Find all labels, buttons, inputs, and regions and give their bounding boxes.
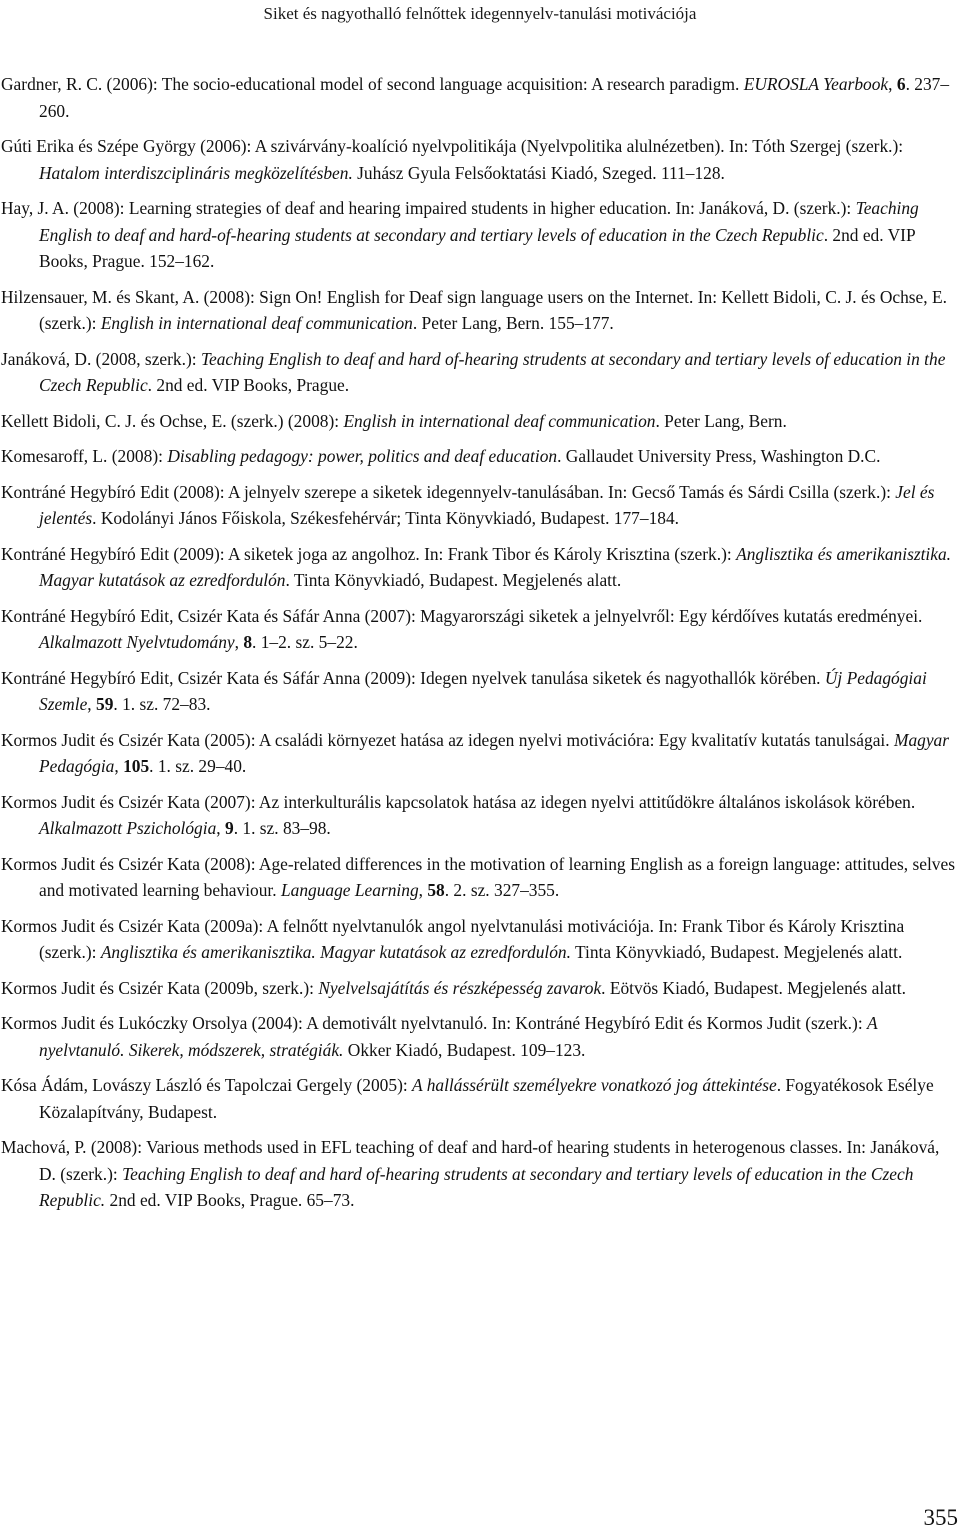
reference-text: , (216, 818, 225, 838)
reference-text: Kontráné Hegybíró Edit (2008): A jelnyelv szerepe a siketek idegennyelv-tanulásában. In: Gecső Tamás és Sárdi Csilla (szerk.): (1, 481, 896, 502)
reference-text: . 2nd ed. VIP Books, Prague. (147, 375, 350, 395)
reference-volume-bold: 6 (896, 74, 906, 94)
reference-text: , (418, 880, 428, 900)
reference-text: Hay, J. A. (2008): Learning strategies of deaf and hearing impaired students in higher education. In: Janáková, D. (szerk.): (1, 198, 856, 218)
reference-text: , (234, 632, 244, 652)
reference-text: Kellett Bidoli, C. J. és Ochse, E. (szerk.) (2008): (1, 410, 344, 431)
reference-text: Komesaroff, L. (2008): (1, 446, 168, 466)
reference-text: Hilzensauer, M. és Skant, A. (2008): Sign On! English for Deaf sign language users on the Internet. In: Kellett Bidoli, C. J. és Ochse, E. (szerk.): (1, 286, 947, 333)
reference-entry (1, 1134, 956, 1214)
reference-title-italic: Alkalmazott Pszichológia (39, 818, 217, 838)
reference-title-italic: Hatalom interdiszciplináris megközelítésben. (39, 162, 353, 183)
page-number: 355 (923, 1505, 958, 1530)
reference-volume-bold: 9 (224, 818, 234, 838)
reference-entry (1, 408, 956, 435)
reference-entry (1, 479, 956, 532)
reference-text: . Peter Lang, Bern. (655, 410, 787, 431)
reference-title-italic: English in international deaf communication (343, 410, 656, 431)
reference-text: . 237–260. (39, 74, 950, 121)
reference-volume-bold: 8 (243, 632, 253, 652)
reference-text: , (87, 694, 96, 714)
reference-title-italic: Új Pedagógiai Szemle (39, 667, 927, 714)
reference-title-italic: Jel és jelentés (39, 481, 935, 528)
reference-text: Kormos Judit és Lukóczky Orsolya (2004): A demotivált nyelvtanuló. In: Kontráné Hegybíró Edit és Kormos Judit (szerk.): (1, 1013, 867, 1033)
reference-text: Tinta Könyvkiadó, Budapest. Megjelenés alatt. (570, 942, 903, 962)
running-header-title: Siket és nagyothalló felnőttek idegennyelv-tanulási motivációja (263, 4, 697, 23)
reference-text: Kontráné Hegybíró Edit, Csizér Kata és Sáfár Anna (2009): Idegen nyelvek tanulása siketek és nagyothallók körében. (1, 667, 825, 688)
reference-text: . Peter Lang, Bern. 155–177. (412, 313, 614, 333)
reference-entry (1, 975, 956, 1002)
reference-text: . 1. sz. 29–40. (149, 756, 247, 776)
reference-text: Kontráné Hegybíró Edit, Csizér Kata és Sáfár Anna (2007): Magyarországi siketek a jelnyelvről: Egy kérdőíves kutatás eredményei. (1, 605, 923, 626)
reference-title-italic: Teaching English to deaf and hard of-hearing strudents at secondary and tertiary levels of education in the Czech Republic. (39, 1163, 914, 1210)
reference-text: . Tinta Könyvkiadó, Budapest. Megjelenés alatt. (285, 570, 622, 590)
reference-text: Kormos Judit és Csizér Kata (2009b, szerk.): (1, 977, 319, 998)
reference-entry (1, 1010, 956, 1063)
reference-title-italic: Magyar Pedagógia (39, 729, 950, 776)
reference-title-italic: Language Learning (280, 880, 419, 900)
reference-entry (1, 851, 956, 904)
reference-entry (1, 71, 956, 124)
reference-entry (1, 443, 956, 470)
reference-title-italic: Alkalmazott Nyelvtudomány (39, 632, 235, 652)
reference-entry (1, 603, 956, 656)
reference-text: Kontráné Hegybíró Edit (2009): A siketek joga az angolhoz. In: Frank Tibor és Károly Krisztina (szerk.): (1, 543, 737, 564)
reference-entry (1, 541, 956, 594)
reference-text: . Fogyatékosok Esélye Közalapítvány, Budapest. (39, 1075, 934, 1122)
reference-title-italic: Disabling pedagogy: power, politics and deaf education (167, 446, 558, 466)
reference-text: Okker Kiadó, Budapest. 109–123. (343, 1039, 586, 1060)
reference-entry (1, 727, 956, 780)
reference-text: , (114, 756, 124, 776)
reference-text: Machová, P. (2008): Various methods used in EFL teaching of deaf and hard-of hearing students in heterogenous classes. In: Janáková, D. (szerk.): (1, 1137, 940, 1184)
reference-text: . 2. sz. 327–355. (444, 880, 560, 900)
reference-text: Kormos Judit és Csizér Kata (2007): Az interkulturális kapcsolatok hatása az idegen nyelvi attitűdökre általános iskolások körében. (1, 791, 916, 812)
reference-text: Juhász Gyula Felsőoktatási Kiadó, Szeged. 111–128. (352, 162, 725, 183)
reference-volume-bold: 105 (123, 756, 150, 776)
reference-entry (1, 195, 956, 275)
reference-text: . 1. sz. 72–83. (113, 694, 211, 714)
reference-text: . Kodolányi János Főiskola, Székesfehérvár; Tinta Könyvkiadó, Budapest. 177–184. (92, 508, 679, 528)
reference-text: . 2nd ed. VIP Books, Prague. 152–162. (39, 224, 916, 271)
reference-title-italic: Anglisztika és amerikanisztika. Magyar kutatások az ezredfordulón. (100, 942, 571, 962)
reference-title-italic: Teaching English to deaf and hard-of-hearing students at secondary and tertiary levels of education in the Czech Republic (39, 198, 919, 245)
reference-title-italic: Nyelvelsajátítás és részképesség zavarok (318, 977, 602, 998)
reference-text: Kormos Judit és Csizér Kata (2008): Age-related differences in the motivation of learning English as a foreign language: attitudes, selves and motivated learning behaviour. (1, 853, 955, 900)
reference-entry (1, 346, 956, 399)
reference-text: Kósa Ádám, Lovászy László és Tapolczai Gergely (2005): (1, 1075, 413, 1095)
reference-text: Gúti Erika és Szépe György (2006): A szivárvány-koalíció nyelvpolitikája (Nyelvpolitika alulnézetben). In: Tóth Szergej (szerk.): (1, 136, 904, 156)
reference-entry (1, 789, 956, 842)
reference-title-italic: English in international deaf communication (100, 313, 413, 333)
reference-text: . Gallaudet University Press, Washington D.C. (557, 446, 881, 466)
reference-text: Janáková, D. (2008, szerk.): (1, 348, 201, 369)
reference-text: . 1. sz. 83–98. (233, 818, 331, 838)
reference-entry (1, 284, 956, 337)
reference-entry (1, 913, 956, 966)
reference-text: . Eötvös Kiadó, Budapest. Megjelenés alatt. (601, 977, 906, 998)
reference-volume-bold: 59 (96, 694, 114, 714)
reference-text: Kormos Judit és Csizér Kata (2009a): A felnőtt nyelvtanulók angol nyelvtanulási motivációja. In: Frank Tibor és Károly Krisztina (szerk.): (1, 915, 905, 962)
reference-list (1, 71, 956, 1223)
reference-title-italic: EUROSLA Yearbook (743, 74, 889, 94)
reference-volume-bold: 58 (427, 880, 445, 900)
reference-text: Gardner, R. C. (2006): The socio-educational model of second language acquisition: A research paradigm. (1, 74, 744, 94)
reference-text: Kormos Judit és Csizér Kata (2005): A családi környezet hatása az idegen nyelvi motivációra: Egy kvalitatív kutatás tanulságai. (1, 729, 894, 750)
reference-entry (1, 133, 956, 186)
reference-title-italic: Teaching English to deaf and hard of-hearing strudents at secondary and tertiary levels of education in the Czech Republic (39, 348, 946, 395)
reference-entry (1, 1072, 956, 1125)
reference-text: . 1–2. sz. 5–22. (252, 632, 358, 652)
reference-title-italic: A nyelvtanuló. Sikerek, módszerek, stratégiák. (39, 1013, 878, 1060)
reference-text: 2nd ed. VIP Books, Prague. 65–73. (105, 1190, 355, 1210)
reference-title-italic: Anglisztika és amerikanisztika. Magyar kutatások az ezredfordulón (39, 543, 952, 590)
reference-title-italic: A hallássérült személyekre vonatkozó jog áttekintése (412, 1075, 777, 1095)
reference-entry (1, 665, 956, 718)
reference-text: , (888, 74, 897, 94)
